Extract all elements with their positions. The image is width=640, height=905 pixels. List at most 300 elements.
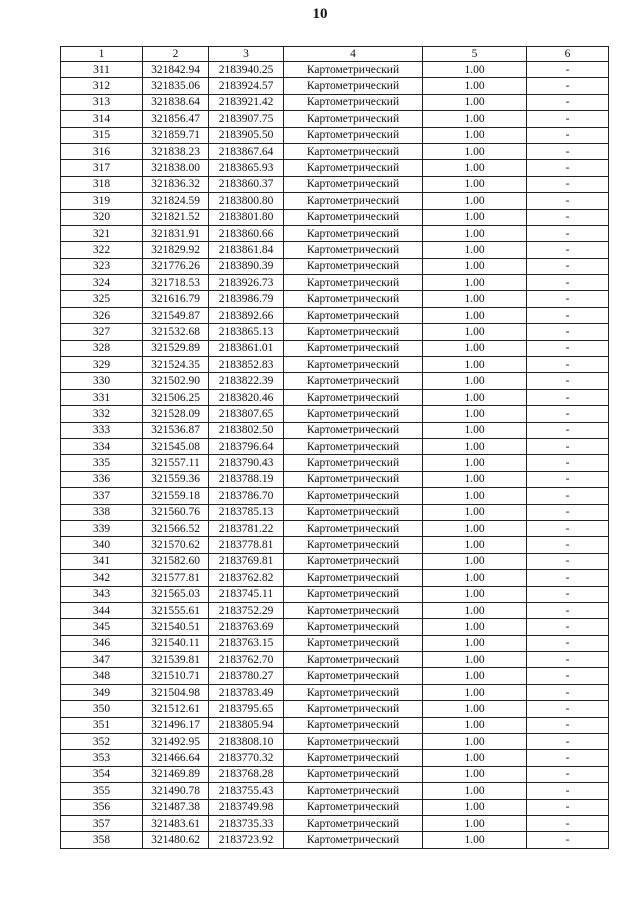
accuracy-cell: 1.00 <box>423 373 527 389</box>
description-cell: - <box>527 586 609 602</box>
point-number-cell: 316 <box>61 143 143 159</box>
table-row <box>61 750 609 766</box>
point-number-cell: 323 <box>61 258 143 274</box>
table-row <box>61 373 609 389</box>
accuracy-cell: 1.00 <box>423 389 527 405</box>
method-cell: Картометрический <box>284 242 423 258</box>
description-cell: - <box>527 258 609 274</box>
table-row <box>61 406 609 422</box>
method-cell: Картометрический <box>284 422 423 438</box>
point-number-cell: 358 <box>61 832 143 848</box>
table-row <box>61 258 609 274</box>
point-number-cell: 311 <box>61 62 143 78</box>
x-coordinate-cell: 321842.94 <box>143 62 209 78</box>
point-number-cell: 344 <box>61 602 143 618</box>
method-cell: Картометрический <box>284 619 423 635</box>
table-header-row <box>61 47 609 62</box>
y-coordinate-cell: 2183822.39 <box>209 373 284 389</box>
method-cell: Картометрический <box>284 406 423 422</box>
description-cell: - <box>527 324 609 340</box>
y-coordinate-cell: 2183801.80 <box>209 209 284 225</box>
x-coordinate-cell: 321480.62 <box>143 832 209 848</box>
method-cell: Картометрический <box>284 357 423 373</box>
description-cell: - <box>527 193 609 209</box>
accuracy-cell: 1.00 <box>423 455 527 471</box>
accuracy-cell: 1.00 <box>423 537 527 553</box>
x-coordinate-cell: 321490.78 <box>143 783 209 799</box>
table-row <box>61 340 609 356</box>
x-coordinate-cell: 321859.71 <box>143 127 209 143</box>
accuracy-cell: 1.00 <box>423 799 527 815</box>
x-coordinate-cell: 321510.71 <box>143 668 209 684</box>
method-cell: Картометрический <box>284 684 423 700</box>
x-coordinate-cell: 321506.25 <box>143 389 209 405</box>
point-number-cell: 327 <box>61 324 143 340</box>
method-cell: Картометрический <box>284 635 423 651</box>
table-row <box>61 242 609 258</box>
accuracy-cell: 1.00 <box>423 570 527 586</box>
table-row <box>61 553 609 569</box>
y-coordinate-cell: 2183778.81 <box>209 537 284 553</box>
description-cell: - <box>527 668 609 684</box>
point-number-cell: 332 <box>61 406 143 422</box>
x-coordinate-cell: 321532.68 <box>143 324 209 340</box>
method-cell: Картометрический <box>284 815 423 831</box>
table-row <box>61 537 609 553</box>
accuracy-cell: 1.00 <box>423 783 527 799</box>
accuracy-cell: 1.00 <box>423 652 527 668</box>
accuracy-cell: 1.00 <box>423 78 527 94</box>
column-header-1: 1 <box>61 47 143 62</box>
y-coordinate-cell: 2183865.13 <box>209 324 284 340</box>
method-cell: Картометрический <box>284 111 423 127</box>
method-cell: Картометрический <box>284 471 423 487</box>
method-cell: Картометрический <box>284 553 423 569</box>
y-coordinate-cell: 2183924.57 <box>209 78 284 94</box>
x-coordinate-cell: 321524.35 <box>143 357 209 373</box>
description-cell: - <box>527 619 609 635</box>
table-row <box>61 766 609 782</box>
table-row <box>61 357 609 373</box>
description-cell: - <box>527 701 609 717</box>
accuracy-cell: 1.00 <box>423 438 527 454</box>
table-row <box>61 471 609 487</box>
method-cell: Картометрический <box>284 701 423 717</box>
description-cell: - <box>527 766 609 782</box>
x-coordinate-cell: 321559.36 <box>143 471 209 487</box>
y-coordinate-cell: 2183890.39 <box>209 258 284 274</box>
accuracy-cell: 1.00 <box>423 406 527 422</box>
point-number-cell: 322 <box>61 242 143 258</box>
y-coordinate-cell: 2183786.70 <box>209 488 284 504</box>
point-number-cell: 335 <box>61 455 143 471</box>
y-coordinate-cell: 2183755.43 <box>209 783 284 799</box>
description-cell: - <box>527 750 609 766</box>
y-coordinate-cell: 2183905.50 <box>209 127 284 143</box>
x-coordinate-cell: 321539.81 <box>143 652 209 668</box>
x-coordinate-cell: 321529.89 <box>143 340 209 356</box>
x-coordinate-cell: 321555.61 <box>143 602 209 618</box>
description-cell: - <box>527 635 609 651</box>
table-row <box>61 324 609 340</box>
y-coordinate-cell: 2183802.50 <box>209 422 284 438</box>
table-row <box>61 570 609 586</box>
method-cell: Картометрический <box>284 193 423 209</box>
point-number-cell: 312 <box>61 78 143 94</box>
y-coordinate-cell: 2183861.01 <box>209 340 284 356</box>
x-coordinate-cell: 321545.08 <box>143 438 209 454</box>
point-number-cell: 347 <box>61 652 143 668</box>
x-coordinate-cell: 321549.87 <box>143 307 209 323</box>
x-coordinate-cell: 321466.64 <box>143 750 209 766</box>
x-coordinate-cell: 321496.17 <box>143 717 209 733</box>
y-coordinate-cell: 2183861.84 <box>209 242 284 258</box>
accuracy-cell: 1.00 <box>423 520 527 536</box>
point-number-cell: 346 <box>61 635 143 651</box>
table-row <box>61 455 609 471</box>
table-row <box>61 193 609 209</box>
y-coordinate-cell: 2183770.32 <box>209 750 284 766</box>
description-cell: - <box>527 734 609 750</box>
y-coordinate-cell: 2183892.66 <box>209 307 284 323</box>
point-number-cell: 315 <box>61 127 143 143</box>
y-coordinate-cell: 2183749.98 <box>209 799 284 815</box>
table-row <box>61 799 609 815</box>
table-row <box>61 127 609 143</box>
table-row <box>61 422 609 438</box>
accuracy-cell: 1.00 <box>423 553 527 569</box>
description-cell: - <box>527 684 609 700</box>
point-number-cell: 330 <box>61 373 143 389</box>
method-cell: Картометрический <box>284 340 423 356</box>
accuracy-cell: 1.00 <box>423 94 527 110</box>
accuracy-cell: 1.00 <box>423 701 527 717</box>
method-cell: Картометрический <box>284 176 423 192</box>
method-cell: Картометрический <box>284 652 423 668</box>
description-cell: - <box>527 537 609 553</box>
point-number-cell: 355 <box>61 783 143 799</box>
table-row <box>61 438 609 454</box>
y-coordinate-cell: 2183762.70 <box>209 652 284 668</box>
method-cell: Картометрический <box>284 504 423 520</box>
point-number-cell: 337 <box>61 488 143 504</box>
description-cell: - <box>527 225 609 241</box>
table-row <box>61 209 609 225</box>
method-cell: Картометрический <box>284 750 423 766</box>
accuracy-cell: 1.00 <box>423 143 527 159</box>
page-number: 10 <box>312 6 328 22</box>
y-coordinate-cell: 2183780.27 <box>209 668 284 684</box>
y-coordinate-cell: 2183763.69 <box>209 619 284 635</box>
accuracy-cell: 1.00 <box>423 635 527 651</box>
x-coordinate-cell: 321502.90 <box>143 373 209 389</box>
point-number-cell: 351 <box>61 717 143 733</box>
accuracy-cell: 1.00 <box>423 193 527 209</box>
point-number-cell: 341 <box>61 553 143 569</box>
description-cell: - <box>527 717 609 733</box>
accuracy-cell: 1.00 <box>423 242 527 258</box>
table-row <box>61 275 609 291</box>
accuracy-cell: 1.00 <box>423 307 527 323</box>
method-cell: Картометрический <box>284 783 423 799</box>
x-coordinate-cell: 321540.11 <box>143 635 209 651</box>
description-cell: - <box>527 832 609 848</box>
table-row <box>61 307 609 323</box>
y-coordinate-cell: 2183783.49 <box>209 684 284 700</box>
point-number-cell: 314 <box>61 111 143 127</box>
y-coordinate-cell: 2183752.29 <box>209 602 284 618</box>
y-coordinate-cell: 2183788.19 <box>209 471 284 487</box>
description-cell: - <box>527 357 609 373</box>
description-cell: - <box>527 455 609 471</box>
description-cell: - <box>527 570 609 586</box>
method-cell: Картометрический <box>284 209 423 225</box>
description-cell: - <box>527 94 609 110</box>
accuracy-cell: 1.00 <box>423 176 527 192</box>
method-cell: Картометрический <box>284 602 423 618</box>
method-cell: Картометрический <box>284 832 423 848</box>
table-row <box>61 734 609 750</box>
x-coordinate-cell: 321560.76 <box>143 504 209 520</box>
description-cell: - <box>527 652 609 668</box>
accuracy-cell: 1.00 <box>423 750 527 766</box>
point-number-cell: 333 <box>61 422 143 438</box>
x-coordinate-cell: 321540.51 <box>143 619 209 635</box>
accuracy-cell: 1.00 <box>423 258 527 274</box>
point-number-cell: 348 <box>61 668 143 684</box>
y-coordinate-cell: 2183926.73 <box>209 275 284 291</box>
point-number-cell: 340 <box>61 537 143 553</box>
description-cell: - <box>527 160 609 176</box>
point-number-cell: 342 <box>61 570 143 586</box>
x-coordinate-cell: 321616.79 <box>143 291 209 307</box>
accuracy-cell: 1.00 <box>423 734 527 750</box>
description-cell: - <box>527 799 609 815</box>
table-row <box>61 488 609 504</box>
point-number-cell: 318 <box>61 176 143 192</box>
y-coordinate-cell: 2183781.22 <box>209 520 284 536</box>
description-cell: - <box>527 783 609 799</box>
x-coordinate-cell: 321836.32 <box>143 176 209 192</box>
y-coordinate-cell: 2183921.42 <box>209 94 284 110</box>
y-coordinate-cell: 2183763.15 <box>209 635 284 651</box>
method-cell: Картометрический <box>284 586 423 602</box>
method-cell: Картометрический <box>284 389 423 405</box>
point-number-cell: 326 <box>61 307 143 323</box>
method-cell: Картометрический <box>284 127 423 143</box>
method-cell: Картометрический <box>284 717 423 733</box>
y-coordinate-cell: 2183762.82 <box>209 570 284 586</box>
accuracy-cell: 1.00 <box>423 832 527 848</box>
method-cell: Картометрический <box>284 62 423 78</box>
description-cell: - <box>527 602 609 618</box>
column-header-6: 6 <box>527 47 609 62</box>
x-coordinate-cell: 321483.61 <box>143 815 209 831</box>
point-number-cell: 324 <box>61 275 143 291</box>
x-coordinate-cell: 321492.95 <box>143 734 209 750</box>
table-row <box>61 684 609 700</box>
point-number-cell: 352 <box>61 734 143 750</box>
point-number-cell: 321 <box>61 225 143 241</box>
point-number-cell: 345 <box>61 619 143 635</box>
y-coordinate-cell: 2183808.10 <box>209 734 284 750</box>
point-number-cell: 336 <box>61 471 143 487</box>
accuracy-cell: 1.00 <box>423 668 527 684</box>
description-cell: - <box>527 389 609 405</box>
table-row <box>61 176 609 192</box>
x-coordinate-cell: 321577.81 <box>143 570 209 586</box>
table-row <box>61 504 609 520</box>
description-cell: - <box>527 62 609 78</box>
x-coordinate-cell: 321570.62 <box>143 537 209 553</box>
table-row <box>61 94 609 110</box>
accuracy-cell: 1.00 <box>423 422 527 438</box>
description-cell: - <box>527 488 609 504</box>
accuracy-cell: 1.00 <box>423 602 527 618</box>
x-coordinate-cell: 321469.89 <box>143 766 209 782</box>
x-coordinate-cell: 321838.00 <box>143 160 209 176</box>
coordinates-table <box>60 46 609 849</box>
table-row <box>61 520 609 536</box>
x-coordinate-cell: 321856.47 <box>143 111 209 127</box>
y-coordinate-cell: 2183865.93 <box>209 160 284 176</box>
description-cell: - <box>527 438 609 454</box>
y-coordinate-cell: 2183745.11 <box>209 586 284 602</box>
accuracy-cell: 1.00 <box>423 111 527 127</box>
table-row <box>61 668 609 684</box>
description-cell: - <box>527 504 609 520</box>
accuracy-cell: 1.00 <box>423 684 527 700</box>
point-number-cell: 354 <box>61 766 143 782</box>
y-coordinate-cell: 2183790.43 <box>209 455 284 471</box>
accuracy-cell: 1.00 <box>423 619 527 635</box>
column-header-2: 2 <box>143 47 209 62</box>
description-cell: - <box>527 340 609 356</box>
accuracy-cell: 1.00 <box>423 815 527 831</box>
point-number-cell: 338 <box>61 504 143 520</box>
accuracy-cell: 1.00 <box>423 488 527 504</box>
x-coordinate-cell: 321838.64 <box>143 94 209 110</box>
x-coordinate-cell: 321831.91 <box>143 225 209 241</box>
method-cell: Картометрический <box>284 799 423 815</box>
method-cell: Картометрический <box>284 275 423 291</box>
y-coordinate-cell: 2183795.65 <box>209 701 284 717</box>
method-cell: Картометрический <box>284 94 423 110</box>
method-cell: Картометрический <box>284 78 423 94</box>
x-coordinate-cell: 321718.53 <box>143 275 209 291</box>
accuracy-cell: 1.00 <box>423 324 527 340</box>
point-number-cell: 357 <box>61 815 143 831</box>
table-row <box>61 291 609 307</box>
method-cell: Картометрический <box>284 373 423 389</box>
point-number-cell: 319 <box>61 193 143 209</box>
table-row <box>61 635 609 651</box>
description-cell: - <box>527 78 609 94</box>
y-coordinate-cell: 2183723.92 <box>209 832 284 848</box>
description-cell: - <box>527 111 609 127</box>
method-cell: Картометрический <box>284 258 423 274</box>
table-body <box>61 62 609 849</box>
point-number-cell: 356 <box>61 799 143 815</box>
x-coordinate-cell: 321565.03 <box>143 586 209 602</box>
x-coordinate-cell: 321487.38 <box>143 799 209 815</box>
method-cell: Картометрический <box>284 488 423 504</box>
point-number-cell: 329 <box>61 357 143 373</box>
point-number-cell: 334 <box>61 438 143 454</box>
point-number-cell: 325 <box>61 291 143 307</box>
description-cell: - <box>527 127 609 143</box>
method-cell: Картометрический <box>284 324 423 340</box>
y-coordinate-cell: 2183800.80 <box>209 193 284 209</box>
table-row <box>61 619 609 635</box>
description-cell: - <box>527 406 609 422</box>
x-coordinate-cell: 321824.59 <box>143 193 209 209</box>
table-row <box>61 143 609 159</box>
method-cell: Картометрический <box>284 307 423 323</box>
x-coordinate-cell: 321829.92 <box>143 242 209 258</box>
description-cell: - <box>527 553 609 569</box>
y-coordinate-cell: 2183805.94 <box>209 717 284 733</box>
description-cell: - <box>527 422 609 438</box>
point-number-cell: 350 <box>61 701 143 717</box>
method-cell: Картометрический <box>284 291 423 307</box>
method-cell: Картометрический <box>284 455 423 471</box>
table-row <box>61 717 609 733</box>
accuracy-cell: 1.00 <box>423 504 527 520</box>
description-cell: - <box>527 373 609 389</box>
y-coordinate-cell: 2183785.13 <box>209 504 284 520</box>
y-coordinate-cell: 2183768.28 <box>209 766 284 782</box>
y-coordinate-cell: 2183860.37 <box>209 176 284 192</box>
accuracy-cell: 1.00 <box>423 357 527 373</box>
y-coordinate-cell: 2183986.79 <box>209 291 284 307</box>
x-coordinate-cell: 321557.11 <box>143 455 209 471</box>
table-row <box>61 832 609 848</box>
y-coordinate-cell: 2183807.65 <box>209 406 284 422</box>
x-coordinate-cell: 321776.26 <box>143 258 209 274</box>
table-row <box>61 78 609 94</box>
table-row <box>61 160 609 176</box>
point-number-cell: 328 <box>61 340 143 356</box>
y-coordinate-cell: 2183769.81 <box>209 553 284 569</box>
description-cell: - <box>527 307 609 323</box>
description-cell: - <box>527 209 609 225</box>
x-coordinate-cell: 321559.18 <box>143 488 209 504</box>
table-row <box>61 652 609 668</box>
x-coordinate-cell: 321528.09 <box>143 406 209 422</box>
x-coordinate-cell: 321821.52 <box>143 209 209 225</box>
description-cell: - <box>527 291 609 307</box>
point-number-cell: 339 <box>61 520 143 536</box>
point-number-cell: 317 <box>61 160 143 176</box>
accuracy-cell: 1.00 <box>423 209 527 225</box>
method-cell: Картометрический <box>284 160 423 176</box>
accuracy-cell: 1.00 <box>423 291 527 307</box>
table-row <box>61 602 609 618</box>
description-cell: - <box>527 815 609 831</box>
method-cell: Картометрический <box>284 438 423 454</box>
description-cell: - <box>527 275 609 291</box>
y-coordinate-cell: 2183735.33 <box>209 815 284 831</box>
column-header-4: 4 <box>284 47 423 62</box>
x-coordinate-cell: 321536.87 <box>143 422 209 438</box>
table-row <box>61 586 609 602</box>
description-cell: - <box>527 242 609 258</box>
table-row <box>61 62 609 78</box>
table-row <box>61 225 609 241</box>
x-coordinate-cell: 321512.61 <box>143 701 209 717</box>
accuracy-cell: 1.00 <box>423 586 527 602</box>
